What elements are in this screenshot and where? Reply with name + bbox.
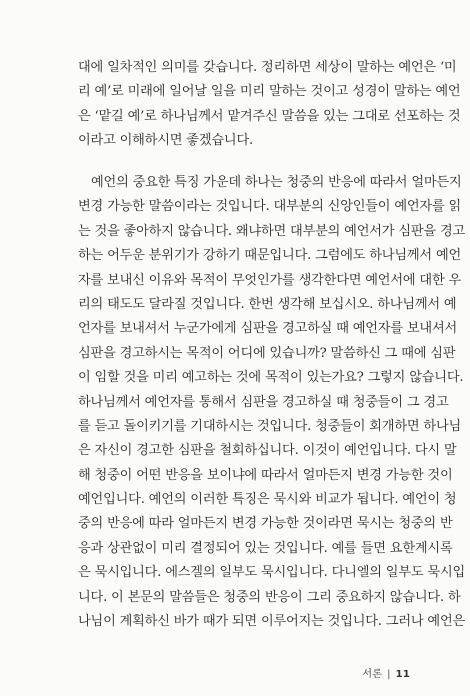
- text-line: 대에 일차적인 의미를 갖습니다. 정리하면 세상이 말하는 예언은 ‘미: [78, 60, 457, 75]
- footer-section-title: 서론: [362, 669, 383, 680]
- text-line: 예언의 중요한 특징 가운데 하나는 청중의 반응에 따라서 얼마든지: [91, 175, 462, 190]
- text-line: 해 청중이 어떤 반응을 보이냐에 따라서 얼마든지 변경 가능한 것이: [78, 467, 453, 483]
- page-number: 11: [395, 669, 410, 680]
- text-line: 를 듣고 돌이키기를 기대하시는 것입니다. 청중들이 회개하면 하나님: [78, 418, 462, 434]
- text-line: 하는 어두운 분위기가 강하기 때문입니다. 그럼에도 하나님께서 예언: [78, 248, 462, 264]
- text-line: 하나님께서 예언자를 통해서 심판을 경고하실 때 청중들이 그 경고: [78, 394, 449, 410]
- text-line: 응과 상관없이 미리 결정되어 있는 것입니다. 예를 들면 요한계시록: [78, 540, 453, 556]
- text-line: 중의 반응에 따라 얼마든지 변경 가능한 것이라면 묵시는 청중의 반: [78, 516, 453, 532]
- text-line: 자를 보내신 이유와 목적이 무엇인가를 생각한다면 예언서에 대한 우: [78, 272, 462, 288]
- text-line: 예언입니다. 예언의 이러한 특징은 묵시와 비교가 됩니다. 예언이 청: [78, 492, 457, 508]
- text-line: 변경 가능한 말씀이라는 것입니다. 대부분의 신앙인들이 예언자를 읽: [78, 199, 462, 215]
- footer-separator: |: [387, 669, 391, 680]
- text-line: 심판을 경고하시는 목적이 어디에 있습니까? 말씀하신 그 때에 심판: [78, 345, 456, 361]
- text-line: 언자를 보내셔서 누군가에게 심판을 경고하실 때 예언자를 보내셔서: [78, 321, 458, 337]
- text-line: 리의 태도도 달라질 것입니다. 한번 생각해 보십시오. 하나님께서 예: [78, 296, 457, 312]
- text-line: 은 ‘맡길 예’로 하나님께서 맡겨주신 말씀을 있는 그대로 선포하는 것: [78, 108, 461, 124]
- text-line: 은 자신이 경고한 심판을 철회하십니다. 이것이 예언입니다. 다시 말: [78, 443, 457, 459]
- paragraph-1: [78, 56, 461, 154]
- text-line: 은 묵시입니다. 에스겔의 일부도 묵시입니다. 다니엘의 일부도 묵시입: [78, 565, 466, 581]
- text-line: 리 예’로 미래에 일어날 일을 미리 말하는 것이고 성경이 말하는 예언: [78, 84, 461, 100]
- page-footer: [362, 665, 410, 680]
- text-line: 니다. 이 본문의 말씀들은 청중의 반응이 그리 중요하지 않습니다. 하: [78, 589, 461, 605]
- text-line: 는 것을 좋아하지 않습니다. 왜냐하면 대부분의 예언서가 심판을 경고: [78, 223, 466, 239]
- text-line: 이 임할 것을 미리 예고하는 것에 목적이 있는가요? 그렇지 않습니다.: [78, 370, 464, 386]
- paragraph-2: [78, 171, 466, 634]
- text-line: 나님이 계획하신 바가 때가 되면 이루어지는 것입니다. 그러나 예언은: [78, 614, 466, 630]
- text-line: 이라고 이해하시면 좋겠습니다.: [78, 133, 253, 149]
